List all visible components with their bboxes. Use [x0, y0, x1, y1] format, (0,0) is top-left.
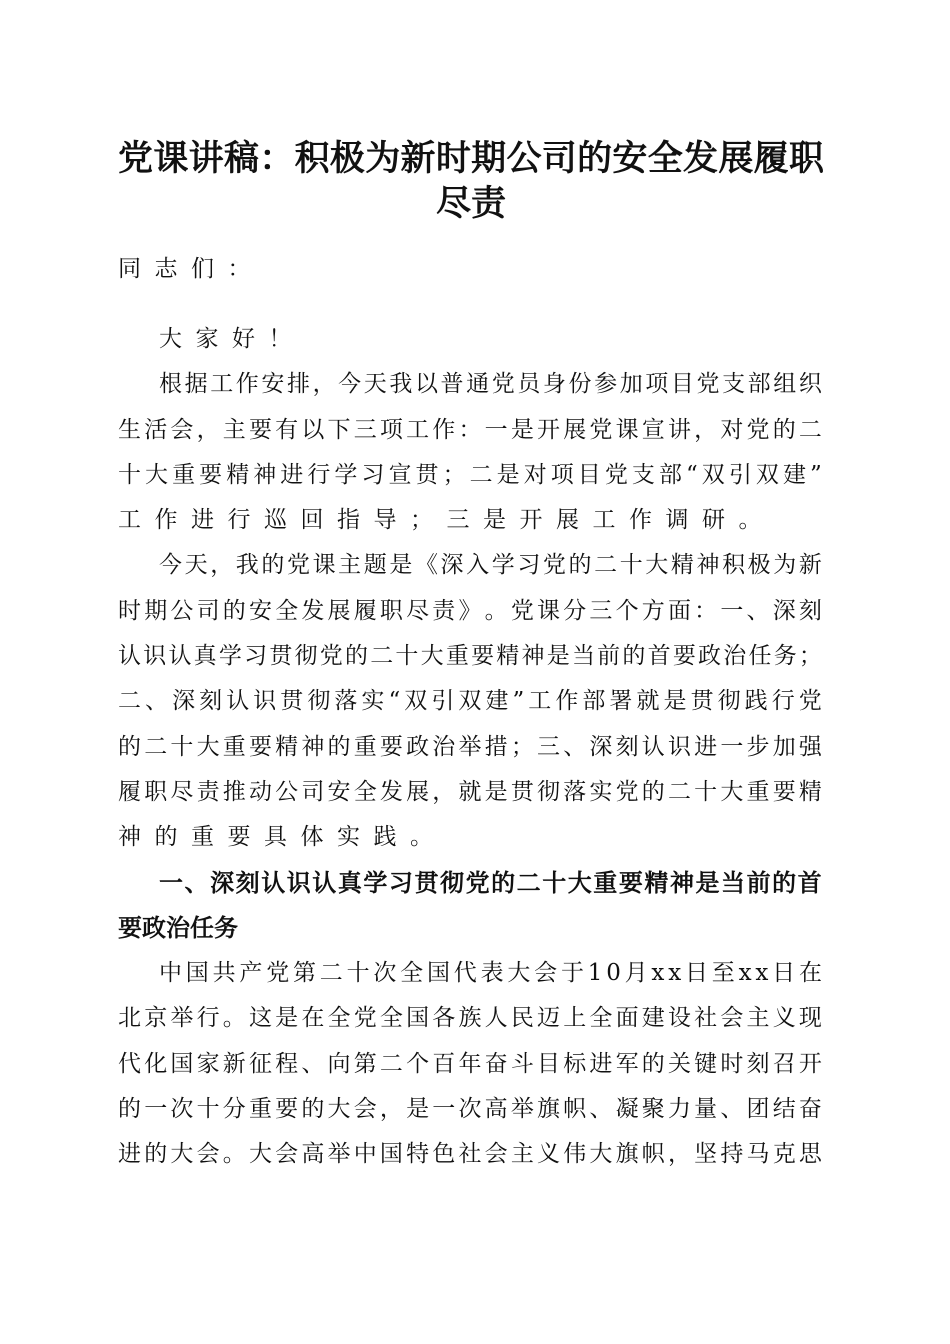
- paragraph-line: 根 据 工 作 安 排 ， 今 天 我 以 普 通 党 员 身 份 参 加 项 目 党 支 部 组 织: [159, 371, 822, 398]
- paragraph-line: 生 活 会 ， 主 要 有 以 下 三 项 工 作 ： 一 是 开 展 党 课 宣 讲 ， 对 党 的 二: [118, 416, 822, 443]
- paragraph-line: 中 国 共 产 党 第 二 十 次 全 国 代 表 大 会 于 1 0 月 x x 日 至 x x 日 在: [159, 960, 822, 987]
- document-body: [118, 247, 822, 1178]
- section-heading: 一 、 深 刻 认 识 认 真 学 习 贯 彻 党 的 二 十 大 重 要 精 神 是 当 前 的 首: [159, 868, 822, 897]
- paragraph-line: 北 京 举 行 。 这 是 在 全 党 全 国 各 族 人 民 迈 上 全 面 建 设 社 会 主 义 现: [118, 1005, 822, 1032]
- document-title: [118, 137, 824, 227]
- paragraph-line: 工作进行巡回指导；三是开展工作调研。: [118, 507, 775, 534]
- title-line: 尽责: [435, 184, 506, 224]
- paragraph-line: 履 职 尽 责 推 动 公 司 安 全 发 展 ， 就 是 贯 彻 落 实 党 的 二 十 大 重 要 精: [118, 778, 822, 805]
- section-heading: 要政治任务: [118, 913, 238, 942]
- paragraph-line: 十 大 重 要 精 神 进 行 学 习 宣 贯 ； 二 是 对 项 目 党 支 部 “ 双 引 双 建 ”: [118, 461, 822, 488]
- paragraph-line: 今 天 ， 我 的 党 课 主 题 是 《 深 入 学 习 党 的 二 十 大 精 神 积 极 为 新: [159, 552, 822, 579]
- paragraph-line: 代 化 国 家 新 征 程 、 向 第 二 个 百 年 奋 斗 目 标 进 军 的 关 键 时 刻 召 开: [118, 1050, 822, 1077]
- paragraph-line: 的 二 十 大 重 要 精 神 的 重 要 政 治 举 措 ； 三 、 深 刻 认 识 进 一 步 加 强: [118, 733, 822, 760]
- paragraph-line: 认 识 认 真 学 习 贯 彻 党 的 二 十 大 重 要 精 神 是 当 前 的 首 要 政 治 任 务 ；: [118, 643, 822, 670]
- paragraph-line: 二 、 深 刻 认 识 贯 彻 落 实 “ 双 引 双 建 ” 工 作 部 署 就 是 贯 彻 践 行 党: [118, 688, 822, 715]
- greeting: 大家好！: [159, 325, 305, 352]
- salutation: 同志们：: [118, 256, 264, 282]
- paragraph-line: 神的重要具体实践。: [118, 824, 447, 851]
- paragraph-line: 的 一 次 十 分 重 要 的 大 会 ， 是 一 次 高 举 旗 帜 、 凝 聚 力 量 、 团 结 奋: [118, 1096, 822, 1123]
- paragraph-line: 时 期 公 司 的 安 全 发 展 履 职 尽 责 》 。 党 课 分 三 个 方 面 ： 一 、 深 刻: [118, 597, 822, 624]
- paragraph-line: 进 的 大 会 。 大 会 高 举 中 国 特 色 社 会 主 义 伟 大 旗 帜 ， 坚 持 马 克 思: [118, 1141, 822, 1168]
- title-line: 党 课 讲 稿 ： 积 极 为 新 时 期 公 司 的 安 全 发 展 履 职: [118, 139, 824, 179]
